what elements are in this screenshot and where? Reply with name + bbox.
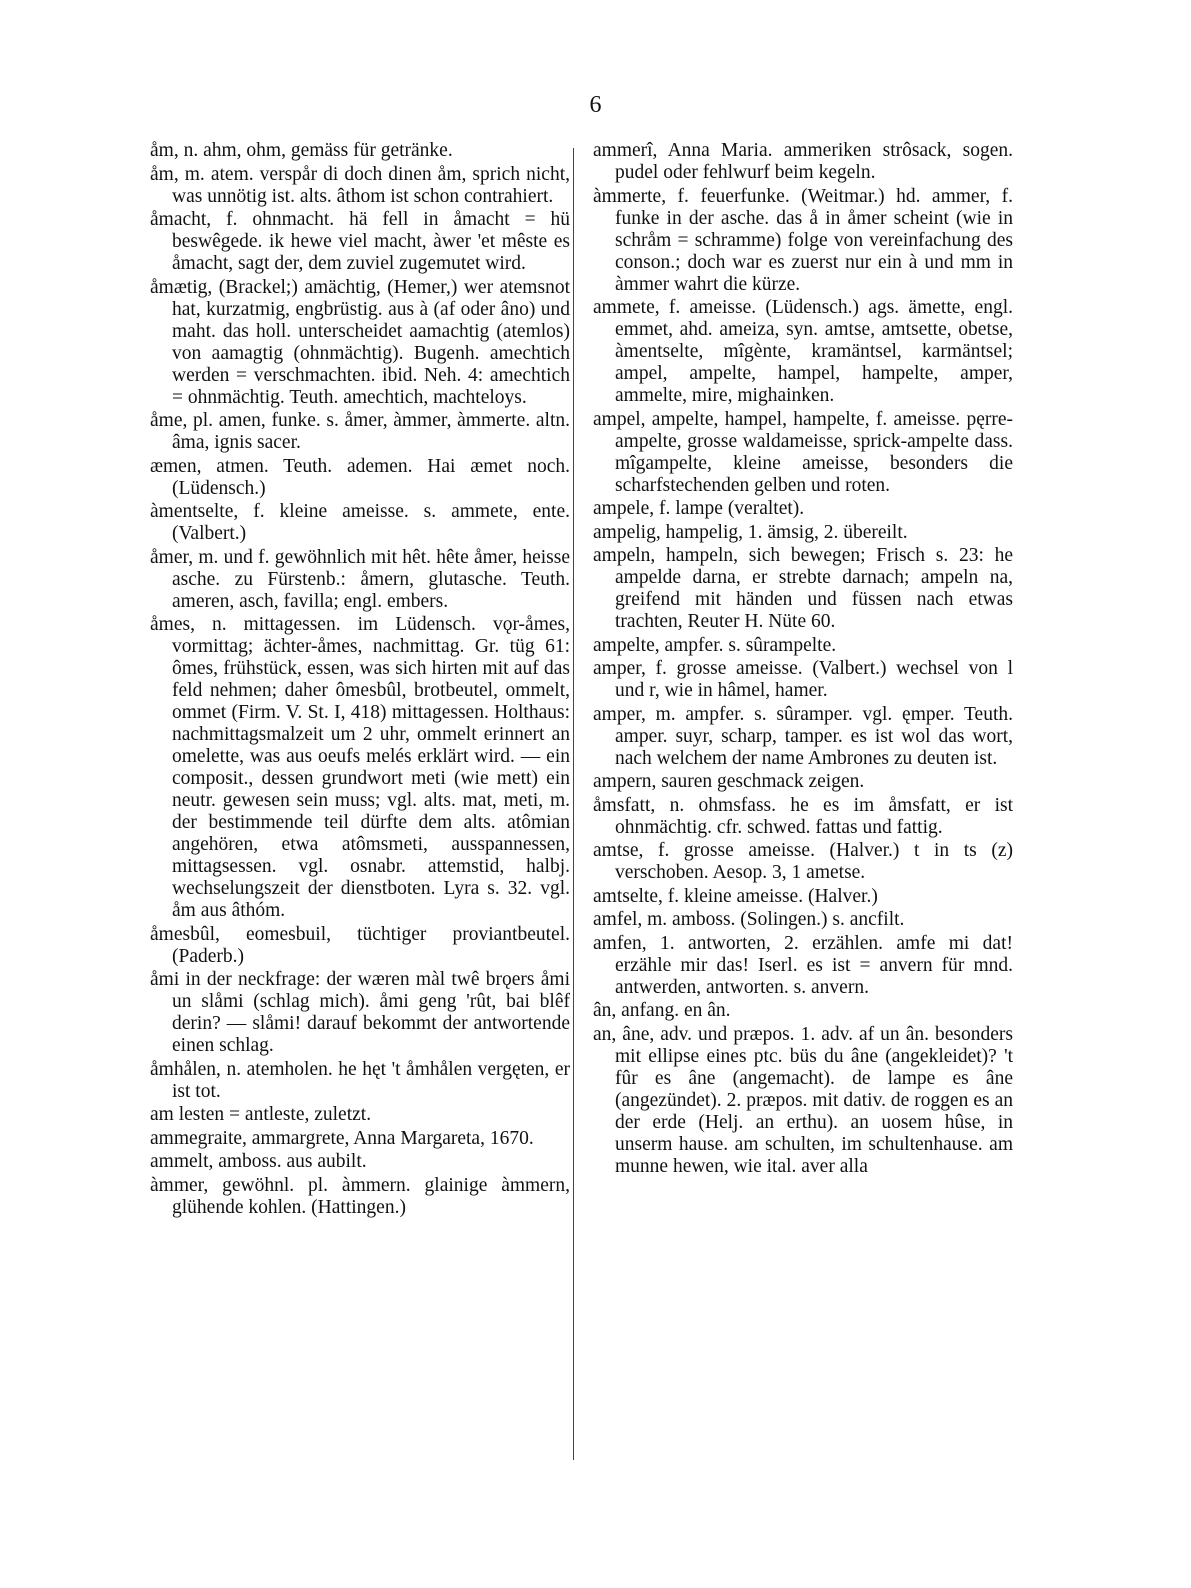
dictionary-entry: àmentselte, f. kleine ameisse. s. ammete, ente. (Valbert.) — [150, 501, 570, 544]
page-number: 6 — [589, 92, 602, 118]
dictionary-entry: ammete, f. ameisse. (Lüdensch.) ags. ämette, engl. emmet, ahd. ameiza, syn. amtse, amtsette, obetse, àmentselte, mîgènte, kramäntsel, karmäntsel; ampel, ampelte, hampel, hampelte, amper, ammelte, mire, mighainken. — [593, 297, 1013, 406]
left-column — [150, 140, 570, 1220]
dictionary-entry: åm, n. ahm, ohm, gemäss für getränke. — [150, 140, 453, 161]
dictionary-entry: åmer, m. und f. gewöhnlich mit hêt. hête åmer, heisse asche. zu Fürstenb.: åmern, glutasche. Teuth. ameren, asch, favilla; engl. embers. — [150, 546, 570, 612]
dictionary-entry: àmmerte, f. feuerfunke. (Weitmar.) hd. ammer, f. funke in der asche. das å in åmer scheint (wie in schråm = schramme) folge von vereinfachung des conson.; doch war es zuerst nur ein à und mm in àmmer wahrt die kürze. — [593, 185, 1013, 295]
column-divider — [573, 148, 574, 1460]
dictionary-entry: æmen, atmen. Teuth. ademen. Hai æmet noch. (Lüdensch.) — [150, 455, 570, 499]
dictionary-entry: ampel, ampelte, hampel, hampelte, f. ameisse. pęrre-ampelte, grosse waldameisse, sprick-ampelte dass. mîgampelte, kleine ameisse, besonders die scharfstechenden gelben und roten. — [593, 408, 1013, 496]
dictionary-entry: amfel, m. amboss. (Solingen.) s. ancfilt. — [593, 909, 905, 930]
dictionary-entry: åmætig, (Brackel;) amächtig, (Hemer,) wer atemsnot hat, kurzatmig, engbrüstig. aus à (af oder âno) und maht. das holl. unterscheidet aamachtig (atemlos) von aamagtig (ohnmächtig). Bugenh. amechtich werden = verschmachten. ibid. Neh. 4: amechtich = ohnmächtig. Teuth. amechtich, machteloys. — [150, 276, 570, 408]
dictionary-entry: åmsfatt, n. ohmsfass. he es im åmsfatt, er ist ohnmächtig. cfr. schwed. fattas und fattig. — [593, 794, 1013, 838]
dictionary-entry: am lesten = antleste, zuletzt. — [150, 1104, 372, 1125]
dictionary-entry: åme, pl. amen, funke. s. åmer, àmmer, àmmerte. altn. âma, ignis sacer. — [150, 410, 570, 453]
dictionary-entry: amper, m. ampfer. s. sûramper. vgl. ęmper. Teuth. amper. suyr, scharp, tamper. es ist wol das wort, nach welchem der name Ambrones zu deuten ist. — [593, 703, 1013, 769]
dictionary-entry: ammerî, Anna Maria. ammeriken strôsack, sogen. pudel oder fehlwurf beim kegeln. — [593, 140, 1013, 183]
dictionary-entry: amtselte, f. kleine ameisse. (Halver.) — [593, 885, 878, 907]
dictionary-entry: ân, anfang. en ân. — [593, 1000, 731, 1021]
dictionary-entry: åmacht, f. ohnmacht. hä fell in åmacht = hü beswêgede. ik hewe viel macht, àwer 'et mêste es åmacht, sagt der, dem zuviel zugemutet wird. — [150, 209, 570, 274]
dictionary-entry: amper, f. grosse ameisse. (Valbert.) wechsel von l und r, wie in hâmel, hamer. — [593, 658, 1013, 701]
dictionary-entry: ammegraite, ammargrete, Anna Margareta, 1670. — [150, 1127, 534, 1149]
dictionary-entry: åmhålen, n. atemholen. he hęt 't åmhålen vergęten, er ist tot. — [150, 1058, 570, 1102]
dictionary-entry: åmesbûl, eomesbuil, tüchtiger proviantbeutel. (Paderb.) — [150, 923, 570, 967]
dictionary-entry: ampele, f. lampe (veraltet). — [593, 498, 805, 519]
dictionary-entry: amfen, 1. antworten, 2. erzählen. amfe mi dat! erzähle mir das! Iserl. es ist = anvern für mnd. antwerden, antworten. s. anvern. — [593, 932, 1013, 998]
dictionary-entry: ampelte, ampfer. s. sûrampelte. — [593, 634, 837, 656]
dictionary-entry: àmmer, gewöhnl. pl. àmmern. glainige àmmern, glühende kohlen. (Hattingen.) — [150, 1174, 570, 1218]
dictionary-entry: åmi in der neckfrage: der wæren màl twê brǫers åmi un slåmi (schlag mich). åmi geng 'rût, bai blêf derin? — slåmi! darauf bekommt der antwortende einen schlag. — [150, 969, 570, 1056]
dictionary-entry: åmes, n. mittagessen. im Lüdensch. vǫr-åmes, vormittag; ächter-åmes, nachmittag. Gr. tüg 61: ômes, frühstück, essen, was sich hirten mit auf das feld nehmen; daher ômesbûl, brotbeutel, ommelt, ommet (Firm. V. St. I, 418) mittagessen. Holthaus: nachmittagsmalzeit um 2 uhr, ommelt erinnert an omelette, was aus oeufs melés erklärt wird. — ein composit., dessen grundwort meti (wie mett) ein neutr. gewesen sein muss; vgl. alts. mat, meti, m. der bestimmende teil dürfte dem alts. atômian angehören, etwa atômsmeti, ausspannessen, mittagsessen. vgl. osnabr. attemstid, halbj. wechselungszeit der dienstboten. Lyra s. 32. vgl. åm aus âthóm. — [150, 614, 570, 921]
dictionary-entry: ampern, sauren geschmack zeigen. — [593, 771, 865, 792]
dictionary-entry: ammelt, amboss. aus aubilt. — [150, 1151, 367, 1172]
right-column — [593, 140, 1013, 1179]
dictionary-entry: åm, m. atem. verspår di doch dinen åm, sprich nicht, was unnötig ist. alts. âthom ist schon contrahiert. — [150, 163, 570, 207]
dictionary-entry: amtse, f. grosse ameisse. (Halver.) t in ts (z) verschoben. Aesop. 3, 1 ametse. — [593, 840, 1013, 883]
dictionary-entry: ampeln, hampeln, sich bewegen; Frisch s. 23: he ampelde darna, er strebte darnach; ampeln na, greifend mit händen und füssen nach etwas trachten, Reuter H. Nüte 60. — [593, 545, 1013, 632]
dictionary-entry: ampelig, hampelig, 1. ämsig, 2. übereilt. — [593, 521, 908, 543]
dictionary-entry: an, âne, adv. und præpos. 1. adv. af un ân. besonders mit ellipse eines ptc. büs du âne (angekleidet)? 't fûr es âne (angemacht). de lampe es âne (angezündet). 2. præpos. mit dativ. de roggen es an der erde (Helj. an erthu). an uosem hûse, in unserm hause. am schulten, im schultenhause. am munne hewen, wie ital. aver alla — [593, 1023, 1013, 1177]
